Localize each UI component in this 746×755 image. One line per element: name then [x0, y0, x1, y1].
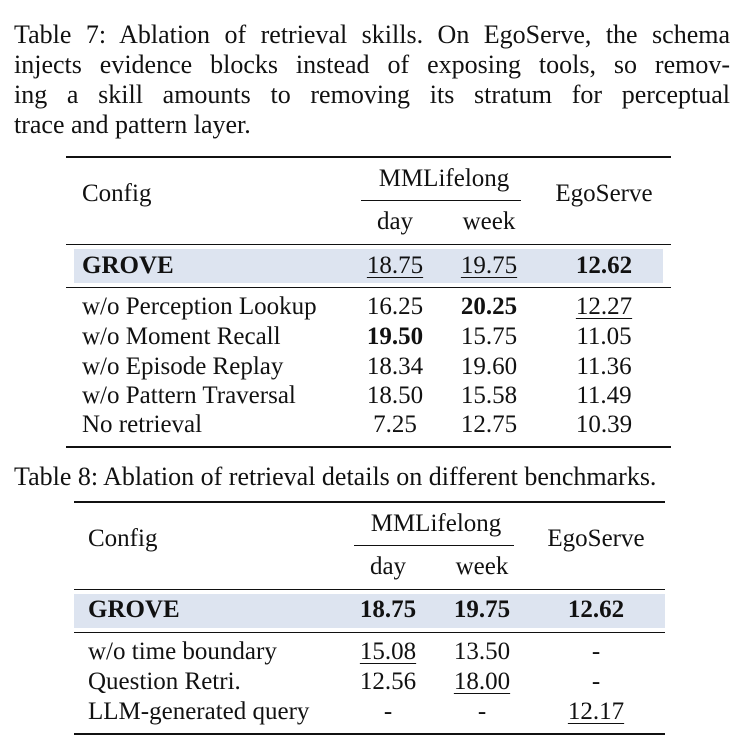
header-group: MMLifelong — [378, 165, 510, 192]
header-config: Config — [82, 180, 152, 207]
group-rule — [361, 200, 521, 201]
mid-rule — [66, 287, 671, 288]
row-week: 18.00 — [453, 668, 511, 695]
header-egoserve: EgoServe — [555, 180, 653, 207]
main-row-egoserve: 12.62 — [567, 596, 625, 623]
row-week: 15.75 — [460, 323, 518, 350]
row-day: - — [383, 698, 393, 725]
table8 — [74, 501, 665, 739]
row-egoserve: 10.39 — [575, 411, 633, 438]
main-row-day: 18.75 — [366, 252, 424, 279]
row-egoserve: 11.36 — [576, 353, 632, 380]
row-egoserve: 12.27 — [575, 293, 633, 320]
row-day: 18.50 — [366, 382, 424, 409]
row-config: LLM-generated query — [88, 698, 310, 725]
header-day: day — [369, 553, 407, 580]
row-config: w/o Episode Replay — [82, 353, 284, 380]
row-week: 12.75 — [460, 411, 518, 438]
header-week: week — [462, 208, 516, 235]
header-week: week — [455, 553, 509, 580]
caption-line: trace and pattern layer. — [14, 110, 251, 139]
row-config: w/o Pattern Traversal — [82, 382, 296, 409]
row-config: w/o Perception Lookup — [82, 293, 317, 320]
main-row-week: 19.75 — [453, 596, 511, 623]
row-day: 15.08 — [359, 638, 417, 665]
row-config: w/o Moment Recall — [82, 323, 281, 350]
caption-line: ing a skill amounts to removing its stratum for perceptual — [14, 80, 730, 109]
top-rule — [74, 501, 665, 503]
caption-line: injects evidence blocks instead of exposing tools, so remov- — [14, 50, 730, 79]
row-week: - — [477, 698, 487, 725]
table7-caption — [14, 20, 730, 140]
row-day: 12.56 — [359, 668, 417, 695]
header-day: day — [376, 208, 414, 235]
row-egoserve: 11.49 — [576, 382, 632, 409]
row-day: 19.50 — [366, 323, 424, 350]
main-row-day: 18.75 — [359, 596, 417, 623]
bottom-rule — [74, 733, 665, 735]
row-egoserve: - — [591, 668, 601, 695]
row-egoserve: - — [591, 638, 601, 665]
row-config: w/o time boundary — [88, 638, 277, 665]
header-group: MMLifelong — [370, 510, 502, 537]
header-rule — [66, 244, 671, 245]
row-week: 13.50 — [453, 638, 511, 665]
row-day: 7.25 — [373, 411, 417, 438]
table8-caption: Table 8: Ablation of retrieval details on different benchmarks. — [14, 462, 657, 491]
row-week: 19.60 — [460, 353, 518, 380]
main-row-egoserve: 12.62 — [575, 252, 633, 279]
main-row-config: GROVE — [82, 252, 174, 279]
mid-rule — [74, 632, 665, 633]
header-egoserve: EgoServe — [547, 525, 645, 552]
header-rule — [74, 589, 665, 590]
caption-line: Table 7: Ablation of retrieval skills. On EgoServe, the schema — [14, 20, 730, 49]
top-rule — [66, 156, 671, 158]
row-week: 15.58 — [460, 382, 518, 409]
header-config: Config — [88, 525, 158, 552]
group-rule — [354, 545, 514, 546]
row-day: 16.25 — [366, 293, 424, 320]
row-egoserve: 11.05 — [576, 323, 632, 350]
row-egoserve: 12.17 — [567, 698, 625, 725]
row-day: 18.34 — [366, 353, 424, 380]
bottom-rule — [66, 446, 671, 448]
row-config: No retrieval — [82, 411, 203, 438]
main-row-config: GROVE — [88, 596, 180, 623]
table7 — [66, 156, 671, 448]
row-week: 20.25 — [460, 293, 518, 320]
main-row-week: 19.75 — [460, 252, 518, 279]
row-config: Question Retri. — [88, 668, 241, 695]
